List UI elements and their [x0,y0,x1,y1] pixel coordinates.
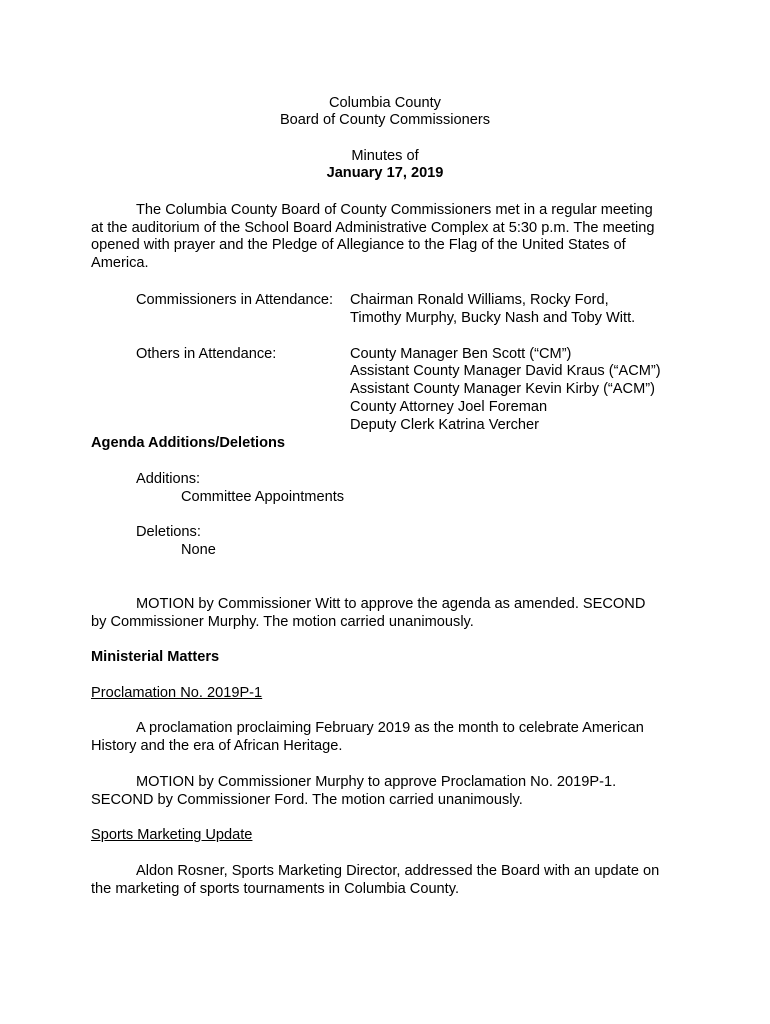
proclamation-text-line-2: History and the era of African Heritage. [91,738,343,754]
agenda-heading: Agenda Additions/Deletions [91,435,286,451]
meeting-date: January 17, 2019 [326,165,444,181]
intro-line-1: The Columbia County Board of County Commissioners met in a regular meeting [136,202,653,218]
others-line-5: Deputy Clerk Katrina Vercher [350,417,539,433]
intro-line-4: America. [91,255,149,271]
commissioners-line-2: Timothy Murphy, Bucky Nash and Toby Witt. [350,310,636,326]
commissioners-label: Commissioners in Attendance: [136,292,334,308]
deletions-label: Deletions: [136,524,201,540]
others-line-3: Assistant County Manager Kevin Kirby (“ACM”) [350,381,655,397]
proclamation-text-line-1: A proclamation proclaiming February 2019 as the month to celebrate American [136,720,644,736]
county-name: Columbia County [329,95,441,111]
intro-line-3: opened with prayer and the Pledge of Allegiance to the Flag of the United States of [91,237,626,253]
deletions-item: None [181,542,216,558]
proclamation-motion-line-1: MOTION by Commissioner Murphy to approve Proclamation No. 2019P-1. [136,774,617,790]
commissioners-line-1: Chairman Ronald Williams, Rocky Ford, [350,292,609,308]
agenda-motion-line-1: MOTION by Commissioner Witt to approve the agenda as amended. SECOND [136,596,646,612]
sports-marketing-title: Sports Marketing Update [91,827,253,843]
others-line-2: Assistant County Manager David Kraus (“ACM”) [350,363,661,379]
others-label: Others in Attendance: [136,346,277,362]
proclamation-motion-line-2: SECOND by Commissioner Ford. The motion carried unanimously. [91,792,523,808]
additions-item: Committee Appointments [181,489,345,505]
sports-text-line-2: the marketing of sports tournaments in Columbia County. [91,881,459,897]
board-name: Board of County Commissioners [279,112,491,128]
others-line-4: County Attorney Joel Foreman [350,399,548,415]
agenda-motion-line-2: by Commissioner Murphy. The motion carried unanimously. [91,614,474,630]
others-line-1: County Manager Ben Scott (“CM”) [350,346,572,362]
proclamation-title: Proclamation No. 2019P-1 [91,685,263,701]
intro-line-2: at the auditorium of the School Board Administrative Complex at 5:30 p.m. The meeting [91,220,655,236]
additions-label: Additions: [136,471,201,487]
ministerial-heading: Ministerial Matters [91,649,220,665]
sports-text-line-1: Aldon Rosner, Sports Marketing Director, addressed the Board with an update on [136,863,660,879]
minutes-of-label: Minutes of [351,148,419,164]
